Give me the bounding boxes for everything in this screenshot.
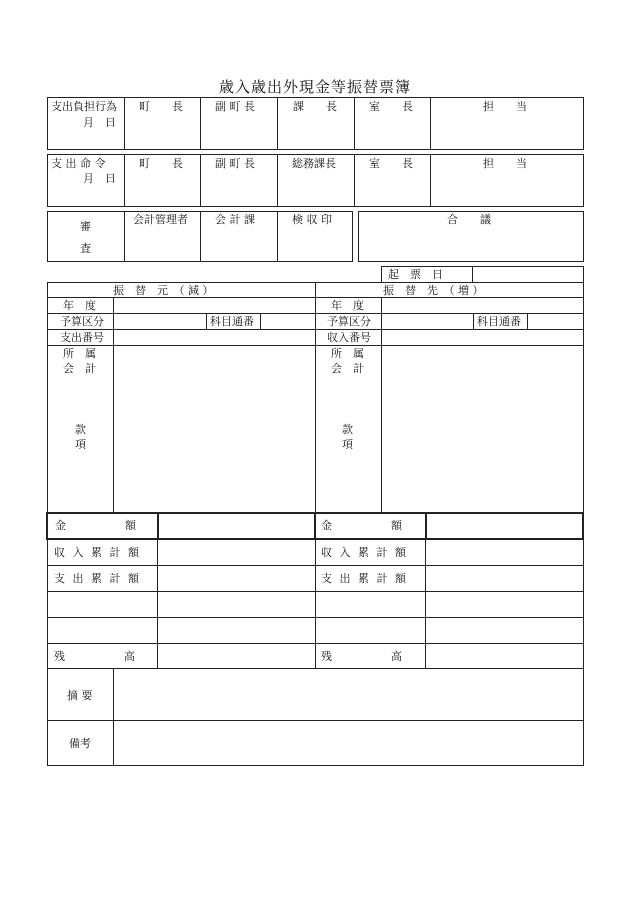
- source-account-code-label: 科目通番: [210, 315, 254, 328]
- transfer-destination-header: 振 替 先 （ 増 ）: [383, 284, 484, 297]
- approval2-office-chief-label: 室 長: [369, 157, 413, 170]
- consultation-label: 合 議: [447, 213, 491, 226]
- source-fiscal-year-label: 年 度: [63, 299, 96, 312]
- audit-label-top: 審: [80, 220, 91, 233]
- source-account-label: 会 計: [63, 362, 96, 375]
- source-expense-total-label: 支 出 累 計 額: [54, 572, 141, 585]
- document-title: 歳入歳出外現金等振替票簿: [218, 78, 411, 96]
- source-amount-label: 金 額: [55, 519, 139, 532]
- dest-affiliation-label: 所 属: [331, 347, 364, 360]
- summary-label: 摘 要: [67, 689, 93, 702]
- dest-income-number-label: 収入番号: [327, 331, 371, 344]
- expenditure-commitment-date-label: 月 日: [83, 116, 116, 129]
- dest-budget-class-label: 予算区分: [327, 315, 371, 328]
- accounting-section-label: 会 計 課: [215, 213, 255, 226]
- approval-staff-label: 担 当: [483, 100, 527, 113]
- source-sub-item-label: 項: [75, 438, 86, 451]
- source-expenditure-number-label: 支出番号: [60, 331, 104, 344]
- audit-label-bottom: 査: [80, 242, 91, 255]
- dest-account-code-label: 科目通番: [477, 315, 521, 328]
- dest-expense-total-label: 支 出 累 計 額: [321, 572, 408, 585]
- payment-order-label: 支 出 命 令: [51, 157, 106, 170]
- approval-mayor-label: 町 長: [139, 100, 183, 113]
- notes-table: [47, 668, 584, 766]
- approval2-staff-label: 担 当: [483, 157, 527, 170]
- dest-amount-label: 金 額: [321, 519, 405, 532]
- issue-date-label: 起 票 日: [388, 268, 443, 281]
- transfer-source-header: 振 替 元 （ 減 ）: [113, 284, 214, 297]
- approval2-deputy-mayor-label: 副 町 長: [215, 157, 255, 170]
- dest-account-label: 会 計: [331, 362, 364, 375]
- approval2-mayor-label: 町 長: [139, 157, 183, 170]
- dest-fiscal-year-label: 年 度: [331, 299, 364, 312]
- dest-item-label: 款: [342, 423, 353, 436]
- payment-order-date-label: 月 日: [83, 172, 116, 185]
- source-affiliation-label: 所 属: [63, 347, 96, 360]
- dest-balance-label: 残 高: [321, 650, 405, 663]
- accounting-manager-label: 会計管理者: [133, 213, 188, 226]
- dest-sub-item-label: 項: [342, 438, 353, 451]
- source-item-label: 款: [75, 423, 86, 436]
- expenditure-commitment-label: 支出負担行為: [51, 100, 117, 113]
- source-budget-class-label: 予算区分: [60, 315, 104, 328]
- remarks-label: 備考: [69, 737, 91, 750]
- approval-office-chief-label: 室 長: [369, 100, 413, 113]
- dest-income-total-label: 収 入 累 計 額: [321, 546, 408, 559]
- source-income-total-label: 収 入 累 計 額: [54, 546, 141, 559]
- inspection-seal-label: 検 収 印: [292, 213, 332, 226]
- approval-section-chief-label: 課 長: [293, 100, 337, 113]
- source-balance-label: 残 高: [54, 650, 138, 663]
- approval-deputy-mayor-label: 副 町 長: [215, 100, 255, 113]
- approval2-general-affairs-chief-label: 総務課長: [292, 157, 336, 170]
